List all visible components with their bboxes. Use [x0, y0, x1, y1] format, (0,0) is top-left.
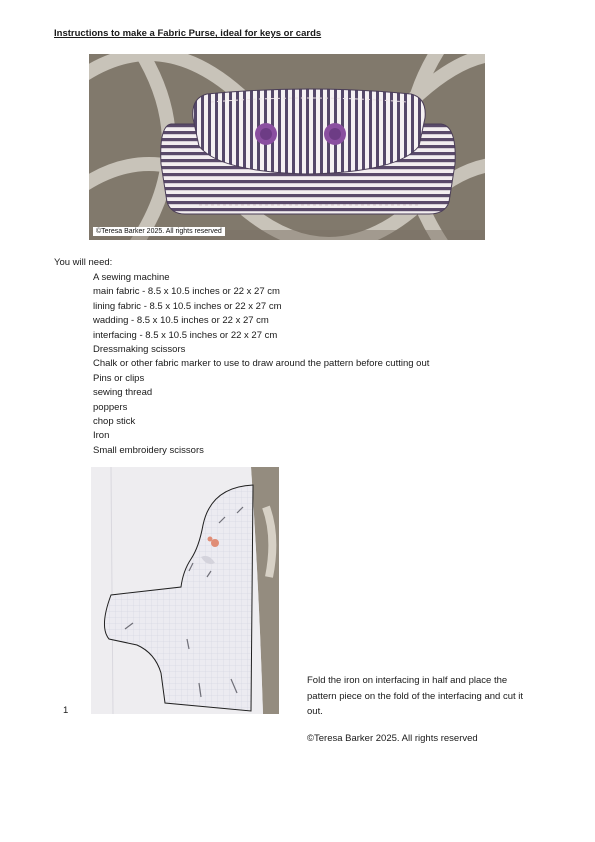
list-item: Iron: [93, 430, 110, 442]
list-item: Small embroidery scissors: [93, 444, 204, 456]
list-item: Dressmaking scissors: [93, 343, 186, 355]
list-item: wadding - 8.5 x 10.5 inches or 22 x 27 cm: [93, 315, 269, 327]
copyright-text: ©Teresa Barker 2025. All rights reserved: [307, 733, 478, 744]
list-item: lining fabric - 8.5 x 10.5 inches or 22 x 27 cm: [93, 300, 282, 312]
list-item: main fabric - 8.5 x 10.5 inches or 22 x 27 cm: [93, 286, 280, 298]
photo-caption: ©Teresa Barker 2025. All rights reserved: [93, 227, 225, 236]
pattern-piece-photo: [91, 467, 279, 714]
list-item: chop stick: [93, 415, 136, 427]
needs-heading: You will need:: [54, 257, 113, 268]
list-item: sewing thread: [93, 387, 153, 399]
list-item: A sewing machine: [93, 272, 170, 283]
materials-list: [93, 271, 429, 458]
finished-purse-photo: [89, 54, 485, 240]
document-title: Instructions to make a Fabric Purse, ideal for keys or cards: [54, 28, 322, 39]
list-item: poppers: [93, 401, 128, 413]
list-item: Pins or clips: [93, 372, 145, 384]
list-item: interfacing - 8.5 x 10.5 inches or 22 x 27 cm: [93, 329, 278, 341]
step-text: Fold the iron on interfacing in half and place the pattern piece on the fold of the interfacing and cut it out.: [307, 675, 524, 717]
step-number: 1: [63, 705, 69, 716]
list-item: Chalk or other fabric marker to use to draw around the pattern before cutting out: [93, 358, 430, 370]
